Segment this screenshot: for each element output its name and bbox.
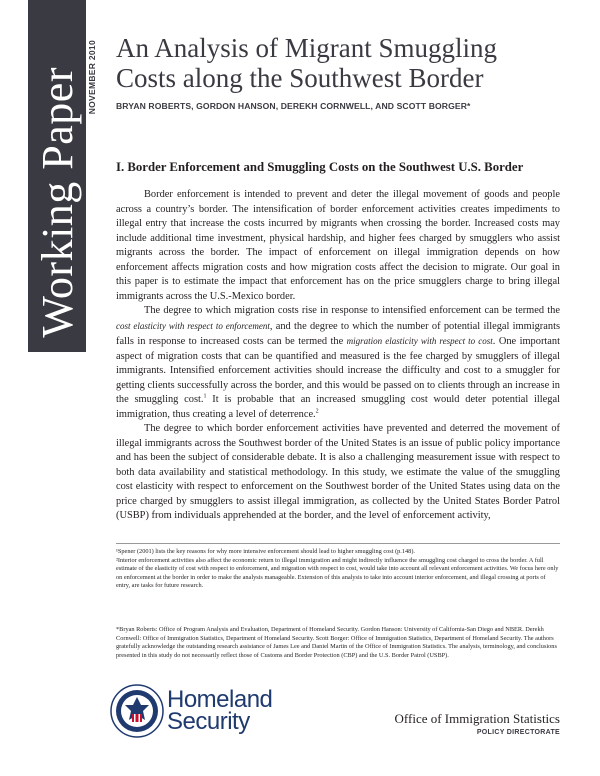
affiliation-note: *Bryan Roberts: Office of Program Analysis and Evaluation, Department of Homeland Security. Gordon Hanson: University of California-San Diego and NBER. Derekh Cornwell: Office of Immigration Statistics, Department of Homeland Security. Scott Borger: Office of Immigration Statistics, Department of Homeland Security. The authors gratefully acknowledge the outstanding research assistance of James Lee and Daniel Martin of the Office of Immigration Statistics. The analysis, terminology, and conclusions presented in this study do not necessarily reflect those of Customs and Border Protection (CBP) and the U.S. Border Patrol (USBP).	[116, 626, 557, 659]
paragraph-2-text: The degree to which migration costs rise in response to intensified enforcement can be termed the	[144, 305, 560, 316]
footnotes	[116, 548, 560, 591]
paragraph-2-text: , and the degree to which the number of potential illegal immigrants falls in response to increased costs can be termed the	[116, 320, 561, 347]
paragraph-1: Border enforcement is intended to prevent and deter the illegal movement of goods and people across a country’s border. The intensification of border enforcement activities creates impediments to illegal entry that increase the costs incurred by migrants when crossing the border. Increased costs may include additional time investment, physical hardship, and higher fees charged by smugglers who assist migrants across the border. The impact of enforcement on illegal immigration depends on how enforcement affects migration costs and how migration costs affect the decision to migrate. Our goal in this paper is to estimate the impact that enforcement has on the price smugglers charge to bring illegal immigrants across the U.S.-Mexico border.	[116, 189, 560, 302]
cost-elasticity-term: cost elasticity with respect to enforcement	[116, 320, 270, 331]
homeland-security-wordmark	[167, 686, 273, 735]
footnote-ref-2[interactable]: 2	[315, 408, 319, 415]
directorate-name: POLICY DIRECTORATE	[476, 729, 560, 736]
working-paper-band	[28, 0, 86, 352]
section-heading: I. Border Enforcement and Smuggling Costs on the Southwest U.S. Border	[116, 160, 524, 174]
footnote-1: ¹Spener (2001) lists the key reasons for why more intensive enforcement should lead to higher smuggling cost (p.148).	[116, 548, 416, 555]
dhs-seal-icon	[110, 684, 164, 738]
working-paper-label: Working Paper	[33, 67, 82, 338]
paragraph-2-text: It is probable that an increased smuggling cost would deter potential illegal immigration, thus creating a level of deterrence.	[116, 394, 560, 420]
paragraph-2-text: . One important aspect of migration costs that can be quantified and measured is the fee charged by smugglers of illegal immigrants. Intensified enforcement activities should increase the difficulty and cost to a smuggler for getting clients successfully across the border, and this would be passed on to clients through an increase in the smuggling cost.	[116, 336, 560, 405]
paragraph-3: The degree to which border enforcement activities have prevented and deterred the movement of illegal immigrants across the Southwest border of the United States is an issue of public policy importance and has been the subject of considerable debate. It is also a challenging measurement issue with respect to both data availability and statistical methodology. In this study, we estimate the value of the smuggling cost elasticity with respect to enforcement on the Southwest border of the United States using data on the price charged by smugglers to assist illegal immigration, as collected by the United States Border Patrol (USBP) from individuals apprehended at the border, and the level of enforcement activity,	[116, 423, 560, 521]
footnote-2: ²Interior enforcement activities also affect the economic return to illegal immigration and might indirectly influence the smuggling cost charged to cross the border. A full estimate of the elasticity of cost with respect to enforcement, and migration with respect to cost, would take into account all relevant enforcement activities. We focus here only on enforcement at the border in order to make the analysis manageable. Extension of this analysis to take into account interior enforcement, and illegal crossing at ports of entry, are tasks for future research.	[116, 556, 559, 590]
paragraph-2	[116, 304, 560, 422]
title-line-1: An Analysis of Migrant Smuggling	[116, 33, 498, 63]
title-line-2: Costs along the Southwest Border	[116, 63, 484, 93]
footnote-divider	[116, 543, 560, 544]
publication-date: NOVEMBER 2010	[87, 40, 97, 115]
wordmark-line-1: Homeland	[167, 686, 273, 713]
office-name: Office of Immigration Statistics	[394, 711, 560, 726]
body-text	[116, 188, 560, 524]
migration-elasticity-term: migration elasticity with respect to cost	[346, 336, 493, 346]
author-affiliations	[116, 626, 560, 660]
author-list: BRYAN ROBERTS, GORDON HANSON, DEREKH CORNWELL, AND SCOTT BORGER*	[116, 101, 471, 111]
wordmark-line-2: Security	[167, 708, 250, 735]
footnote-ref-1[interactable]: 1	[203, 393, 207, 400]
paper-title	[116, 33, 576, 93]
